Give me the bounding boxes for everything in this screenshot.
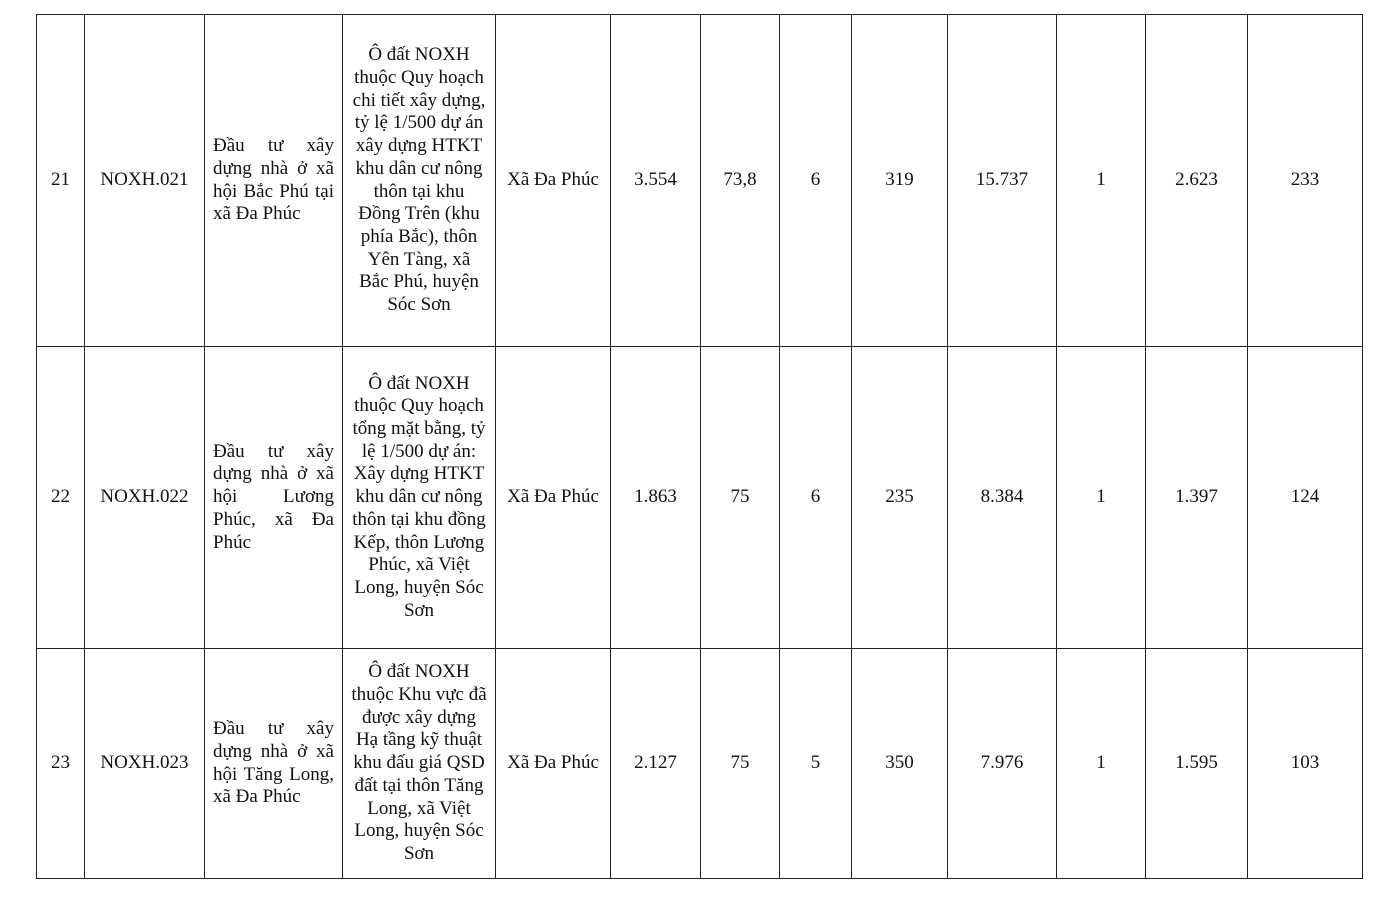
project-name-cell: Đầu tư xây dựng nhà ở xã hội Bắc Phú tại xã Đa Phúc [205, 15, 343, 347]
plot-description-cell: Ô đất NOXH thuộc Quy hoạch chi tiết xây dựng, tỷ lệ 1/500 dự án xây dựng HTKT khu dân cư nông thôn tại khu Đồng Trên (khu phía Bắc), thôn Yên Tàng, xã Bắc Phú, huyện Sóc Sơn [343, 15, 496, 347]
stt-cell: 23 [37, 649, 85, 879]
value-cell-8: 233 [1248, 15, 1363, 347]
value-cell-8: 124 [1248, 347, 1363, 649]
commune-cell: Xã Đa Phúc [496, 649, 611, 879]
value-cell-1: 1.863 [611, 347, 701, 649]
plot-description-cell: Ô đất NOXH thuộc Khu vực đã được xây dựng Hạ tầng kỹ thuật khu đấu giá QSD đất tại thôn Tăng Long, xã Việt Long, huyện Sóc Sơn [343, 649, 496, 879]
value-cell-6: 1 [1057, 15, 1146, 347]
value-cell-2: 75 [701, 649, 780, 879]
value-cell-2: 75 [701, 347, 780, 649]
commune-cell: Xã Đa Phúc [496, 15, 611, 347]
value-cell-2: 73,8 [701, 15, 780, 347]
project-name-cell: Đầu tư xây dựng nhà ở xã hội Lương Phúc, xã Đa Phúc [205, 347, 343, 649]
data-table [36, 14, 1363, 879]
project-code-cell: NOXH.022 [85, 347, 205, 649]
value-cell-7: 1.595 [1146, 649, 1248, 879]
table-row [37, 649, 1363, 879]
stt-cell: 22 [37, 347, 85, 649]
value-cell-5: 7.976 [948, 649, 1057, 879]
table-row [37, 347, 1363, 649]
project-name-cell: Đầu tư xây dựng nhà ở xã hội Tăng Long, xã Đa Phúc [205, 649, 343, 879]
value-cell-3: 6 [780, 15, 852, 347]
value-cell-8: 103 [1248, 649, 1363, 879]
value-cell-4: 235 [852, 347, 948, 649]
value-cell-6: 1 [1057, 649, 1146, 879]
stt-cell: 21 [37, 15, 85, 347]
plot-description-cell: Ô đất NOXH thuộc Quy hoạch tổng mặt bằng, tỷ lệ 1/500 dự án: Xây dựng HTKT khu dân cư nông thôn tại khu đồng Kếp, thôn Lương Phúc, xã Việt Long, huyện Sóc Sơn [343, 347, 496, 649]
value-cell-4: 319 [852, 15, 948, 347]
value-cell-5: 8.384 [948, 347, 1057, 649]
value-cell-1: 3.554 [611, 15, 701, 347]
commune-cell: Xã Đa Phúc [496, 347, 611, 649]
value-cell-4: 350 [852, 649, 948, 879]
project-code-cell: NOXH.023 [85, 649, 205, 879]
project-code-cell: NOXH.021 [85, 15, 205, 347]
value-cell-3: 6 [780, 347, 852, 649]
table-row [37, 15, 1363, 347]
value-cell-1: 2.127 [611, 649, 701, 879]
value-cell-5: 15.737 [948, 15, 1057, 347]
value-cell-7: 2.623 [1146, 15, 1248, 347]
value-cell-6: 1 [1057, 347, 1146, 649]
value-cell-3: 5 [780, 649, 852, 879]
value-cell-7: 1.397 [1146, 347, 1248, 649]
